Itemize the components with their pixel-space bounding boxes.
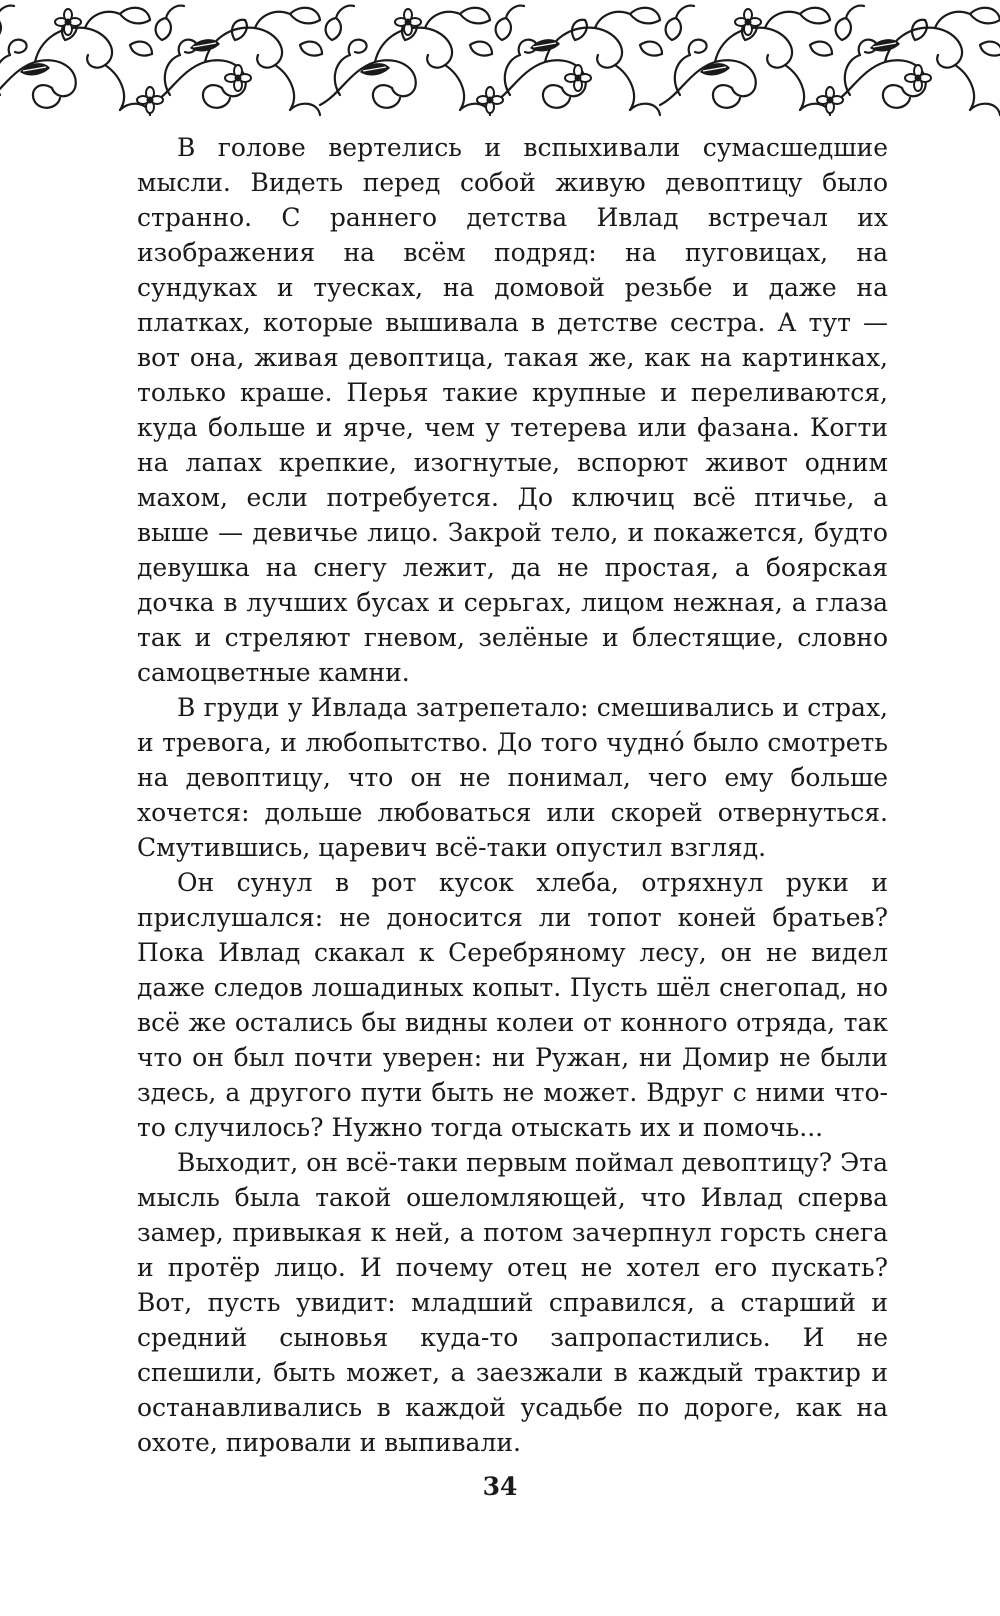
paragraph: В голове вертелись и вспыхивали сумасшедшие мысли. Видеть перед собой живую девоптицу было странно. С раннего детства Ивлад встречал их изображения на всём подряд: на пуговицах, на сундуках и туесках, на домовой резьбе и даже на платках, которые вышивала в детстве сестра. А тут — вот она, живая девоптица, такая же, как на картинках, только краше. Перья такие крупные и переливаются, куда больше и ярче, чем у тетерева или фазана. Когти на лапах крепкие, изогнутые, вспорют живот одним махом, если потребуется. До ключиц всё птичье, а выше — девичье лицо. Закрой тело, и покажется, будто девушка на снегу лежит, да не простая, а боярская дочка в лучших бусах и серьгах, лицом нежная, а глаза так и стреляют гневом, зелёные и блестящие, словно самоцветные камни.	[137, 133, 888, 687]
paragraph: Он сунул в рот кусок хлеба, отряхнул руки и прислушался: не доносится ли топот коней братьев? Пока Ивлад скакал к Серебряному лесу, он не видел даже следов лошадиных копыт. Пусть шёл снегопад, но всё же остались бы видны колеи от конного отряда, так что он был почти уверен: ни Ружан, ни Домир не были здесь, а другого пути быть не может. Вдруг с ними что-то случилось? Нужно тогда отыскать их и помочь...	[137, 868, 888, 1142]
floral-border-icon	[0, 0, 1000, 118]
page-number: 34	[482, 1472, 518, 1501]
paragraph: Выходит, он всё-таки первым поймал девоптицу? Эта мысль была такой ошеломляющей, что Ивлад сперва замер, привыкая к ней, а потом зачерпнул горсть снега и протёр лицо. И почему отец не хотел его пускать? Вот, пусть увидит: младший справился, а старший и средний сыновья куда-то запропастились. И не спешили, быть может, а заезжали в каждый трактир и останавливались в каждой усадьбе по дороге, как на охоте, пировали и выпивали.	[137, 1148, 888, 1457]
paragraph: В груди у Ивлада затрепетало: смешивались и страх, и тревога, и любопытство. До того чудно́ было смотреть на девоптицу, что он не понимал, чего ему больше хочется: дольше любоваться или скорей отвернуться. Смутившись, царевич всё-таки опустил взгляд.	[137, 693, 888, 862]
body-text	[137, 130, 888, 1460]
